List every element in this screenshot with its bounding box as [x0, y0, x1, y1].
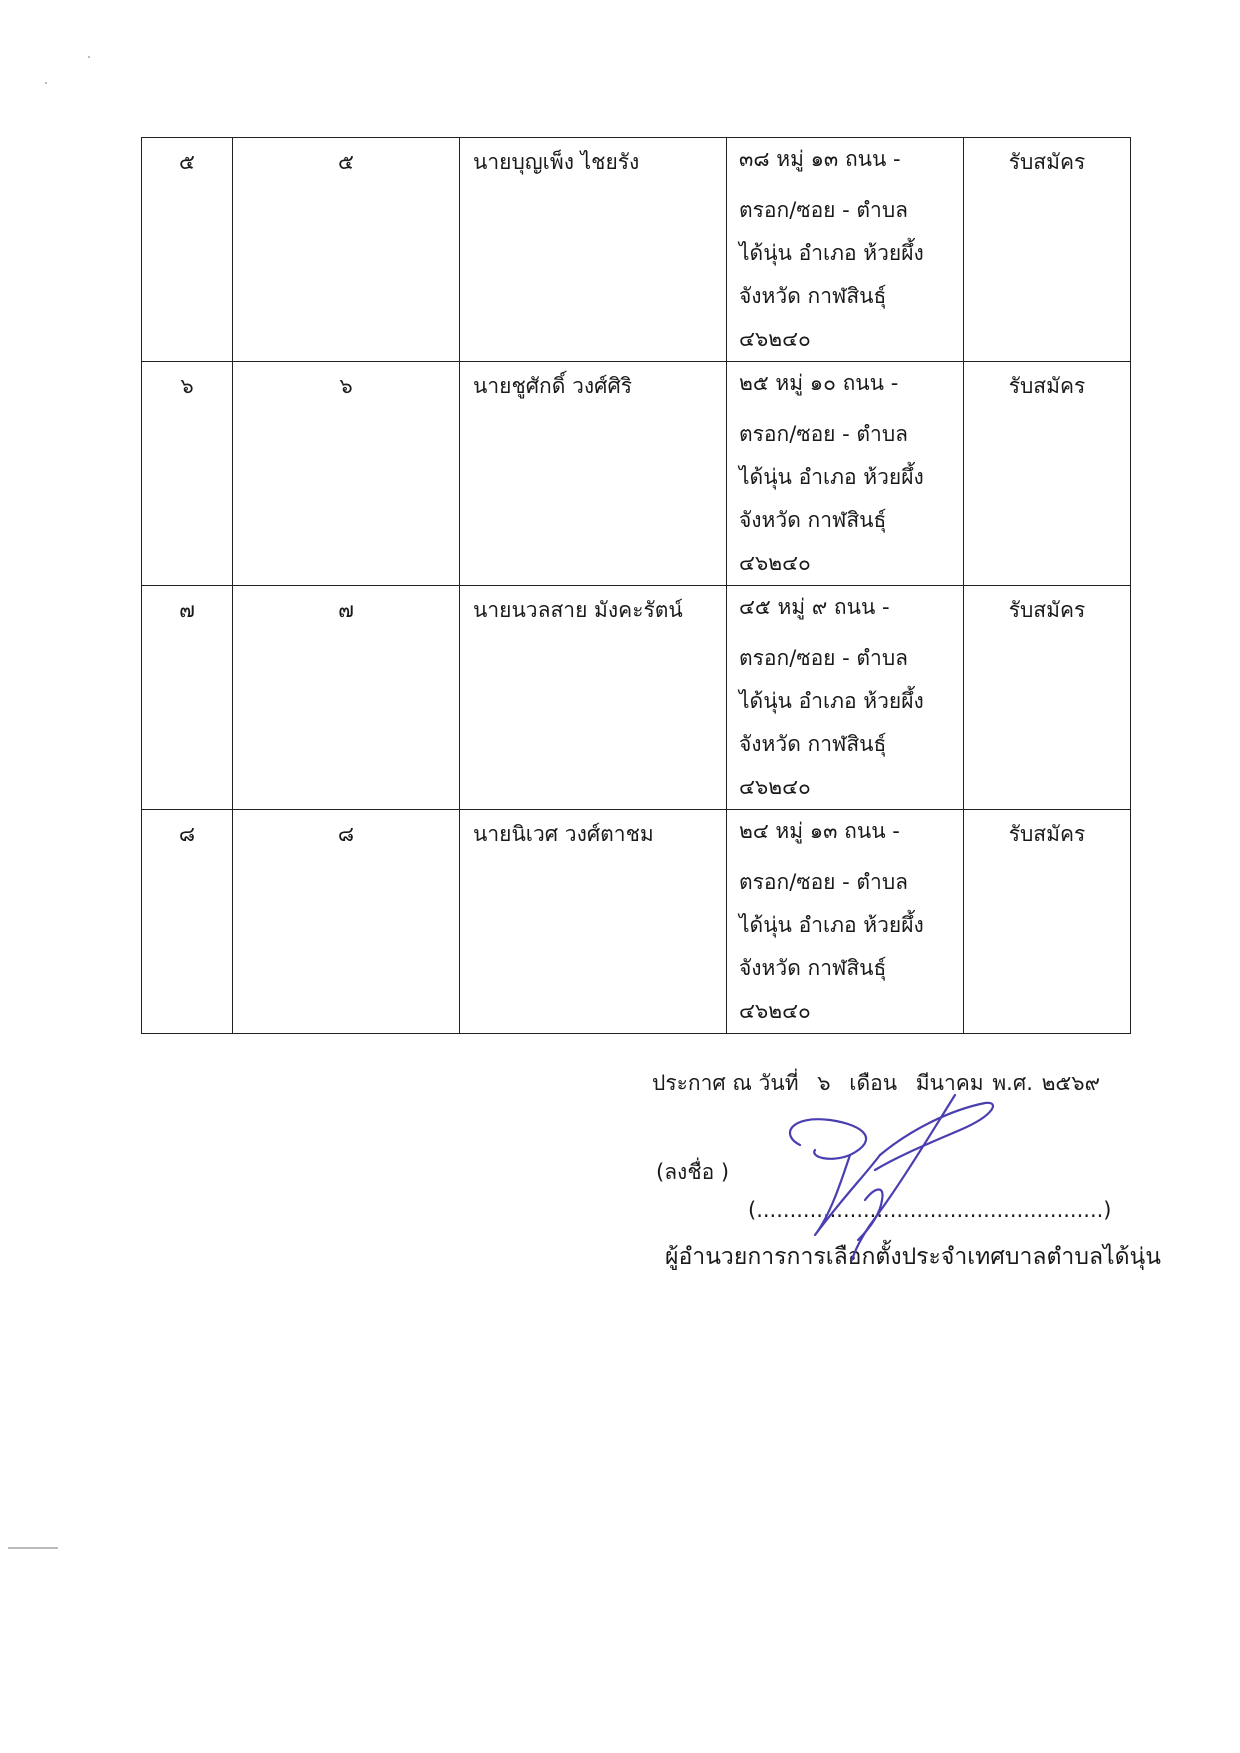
- status-cell: รับสมัคร: [964, 586, 1131, 810]
- scan-speck: [8, 1547, 58, 1549]
- address-line: ๔๖๒๔๐: [739, 327, 811, 351]
- table-row: [142, 586, 1131, 810]
- signature-line: (....................................................): [748, 1198, 1112, 1222]
- address-line: ๔๖๒๔๐: [739, 775, 811, 799]
- address-line: ๔๕ หมู่ ๙ ถนน -: [739, 595, 890, 619]
- address-line: ได้นุ่น อำเภอ ห้วยผึ้ง: [739, 913, 924, 937]
- address-cell: [727, 362, 964, 586]
- address-line: จังหวัด กาฬสินธุ์: [739, 732, 887, 756]
- scan-speck: [45, 82, 47, 84]
- signature-stroke: [875, 1103, 993, 1170]
- address-line: ๓๘ หมู่ ๑๓ ถนน -: [739, 147, 901, 171]
- address-line: จังหวัด กาฬสินธุ์: [739, 284, 887, 308]
- name-cell: นายนิเวศ วงศ์ตาชม: [460, 810, 727, 1034]
- number-cell: ๕: [233, 138, 460, 362]
- table-row: [142, 810, 1131, 1034]
- address-line: ๔๖๒๔๐: [739, 999, 811, 1023]
- announce-year-label: พ.ศ.: [992, 1071, 1033, 1095]
- status-cell: รับสมัคร: [964, 138, 1131, 362]
- address-line: ๒๔ หมู่ ๑๓ ถนน -: [739, 819, 900, 843]
- order-cell: ๗: [142, 586, 233, 810]
- number-cell: ๗: [233, 586, 460, 810]
- candidate-table: [141, 137, 1131, 1034]
- address-line: จังหวัด กาฬสินธุ์: [739, 956, 887, 980]
- address-line: ๔๖๒๔๐: [739, 551, 811, 575]
- status-cell: รับสมัคร: [964, 810, 1131, 1034]
- table-row: [142, 362, 1131, 586]
- handwritten-signature: [770, 1075, 1010, 1275]
- signature-stroke: [858, 1189, 883, 1240]
- name-cell: นายบุญเพ็ง ไชยรัง: [460, 138, 727, 362]
- address-line: ตรอก/ซอย - ตำบล: [739, 870, 909, 894]
- number-cell: ๖: [233, 362, 460, 586]
- address-cell: [727, 138, 964, 362]
- signature-stroke: [852, 1095, 955, 1260]
- address-line: ๒๕ หมู่ ๑๐ ถนน -: [739, 371, 899, 395]
- scan-speck: [88, 56, 90, 58]
- address-line: ได้นุ่น อำเภอ ห้วยผึ้ง: [739, 465, 924, 489]
- announce-month-label: เดือน: [849, 1071, 898, 1095]
- address-line: ได้นุ่น อำเภอ ห้วยผึ้ง: [739, 689, 924, 713]
- signature-stroke: [790, 1119, 866, 1159]
- address-cell: [727, 586, 964, 810]
- address-cell: [727, 810, 964, 1034]
- address-line: ตรอก/ซอย - ตำบล: [739, 198, 909, 222]
- name-cell: นายนวลสาย มังคะรัตน์: [460, 586, 727, 810]
- address-line: ได้นุ่น อำเภอ ห้วยผึ้ง: [739, 241, 924, 265]
- number-cell: ๘: [233, 810, 460, 1034]
- announce-month: มีนาคม: [915, 1071, 984, 1095]
- signer-position: ผู้อำนวยการการเลือกตั้งประจำเทศบาลตำบลได้นุ่น: [665, 1244, 1161, 1270]
- announce-year: ๒๕๖๙: [1041, 1071, 1101, 1095]
- order-cell: ๕: [142, 138, 233, 362]
- name-cell: นายชูศักดิ์ วงศ์ศิริ: [460, 362, 727, 586]
- announce-prefix: ประกาศ ณ วันที่: [652, 1071, 799, 1095]
- address-line: ตรอก/ซอย - ตำบล: [739, 646, 909, 670]
- status-cell: รับสมัคร: [964, 362, 1131, 586]
- order-cell: ๘: [142, 810, 233, 1034]
- address-line: ตรอก/ซอย - ตำบล: [739, 422, 909, 446]
- announce-day: ๖: [817, 1071, 831, 1095]
- table-row: [142, 138, 1131, 362]
- order-cell: ๖: [142, 362, 233, 586]
- sign-label: (ลงชื่อ ): [656, 1160, 730, 1184]
- address-line: จังหวัด กาฬสินธุ์: [739, 508, 887, 532]
